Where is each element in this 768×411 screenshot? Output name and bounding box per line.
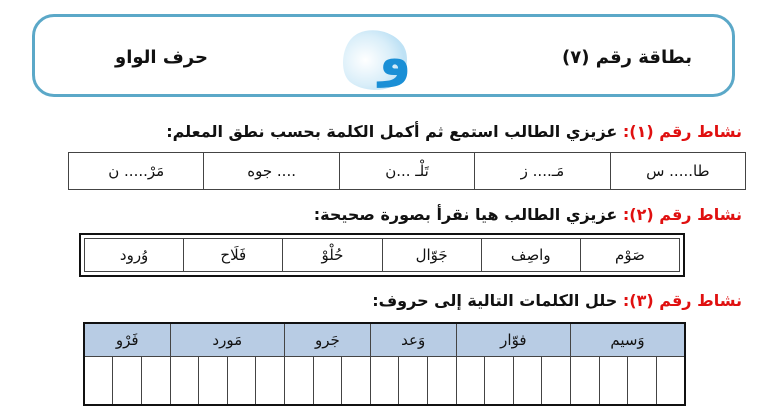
letter-answer-box[interactable] [84,357,113,406]
letter-answer-box[interactable] [656,357,685,406]
letter-answer-box[interactable] [542,357,571,406]
letter-answer-box[interactable] [456,357,485,406]
activity3-word: مَورد [170,323,284,357]
letter-answer-box[interactable] [485,357,514,406]
activity2-word: واصِف [481,239,580,272]
activity1-table [68,152,746,190]
letter-answer-box[interactable] [227,357,256,406]
activity1-text: عزيزي الطالب استمع ثم أكمل الكلمة بحسب نطق المعلم: [166,122,618,141]
waw-letter-logo [331,23,441,97]
letter-answer-box[interactable] [342,357,371,406]
activity1-cell[interactable]: طا..... س [610,153,745,190]
activity3-table [83,322,686,406]
activity3-word: فَرْو [84,323,170,357]
activity3-word: وَعد [370,323,456,357]
activity2-table [84,238,680,272]
activity2-word: جَوّال [382,239,481,272]
activity3-word: فوّار [456,323,570,357]
letter-answer-box[interactable] [141,357,170,406]
activity3-heading [372,291,742,310]
activity2-text: عزيزي الطالب هيا نقرأ بصورة صحيحة: [313,205,618,224]
letter-answer-box[interactable] [256,357,285,406]
activity2-frame [79,233,685,277]
header-card [32,14,735,97]
activity3-text: حلل الكلمات التالية إلى حروف: [372,291,618,310]
activity2-word: صَوْم [580,239,679,272]
letter-answer-box[interactable] [599,357,628,406]
activity1-cell[interactable]: تَلْـ ...ن [339,153,474,190]
letter-answer-box[interactable] [571,357,600,406]
waw-glyph: و [378,28,412,88]
letter-answer-box[interactable] [370,357,399,406]
letter-answer-box[interactable] [199,357,228,406]
letter-answer-box[interactable] [513,357,542,406]
activity2-heading [314,205,742,224]
letter-name: حرف الواو [115,47,208,68]
activity2-word: حُلْوْ [283,239,382,272]
letter-answer-box[interactable] [313,357,342,406]
activity1-cell[interactable]: .... جوه [204,153,339,190]
letter-answer-box[interactable] [399,357,428,406]
letter-answer-box[interactable] [113,357,142,406]
activity3-word: وَسيم [571,323,685,357]
letter-answer-box[interactable] [170,357,199,406]
activity1-cell[interactable]: مَرْ..... ن [69,153,204,190]
activity2-label: نشاط رقم (٢): [622,205,742,224]
activity1-cell[interactable]: مَـ.... ز [475,153,610,190]
activity3-label: نشاط رقم (٣): [622,291,742,310]
activity1-label: نشاط رقم (١): [622,122,742,141]
letter-answer-box[interactable] [628,357,657,406]
activity2-word: فَلَاح [184,239,283,272]
letter-answer-box[interactable] [284,357,313,406]
activity2-word: وُرود [85,239,184,272]
activity3-word: جَرو [284,323,370,357]
letter-answer-box[interactable] [428,357,457,406]
activity1-heading [166,122,742,141]
card-title: بطاقة رقم (٧) [561,47,692,68]
